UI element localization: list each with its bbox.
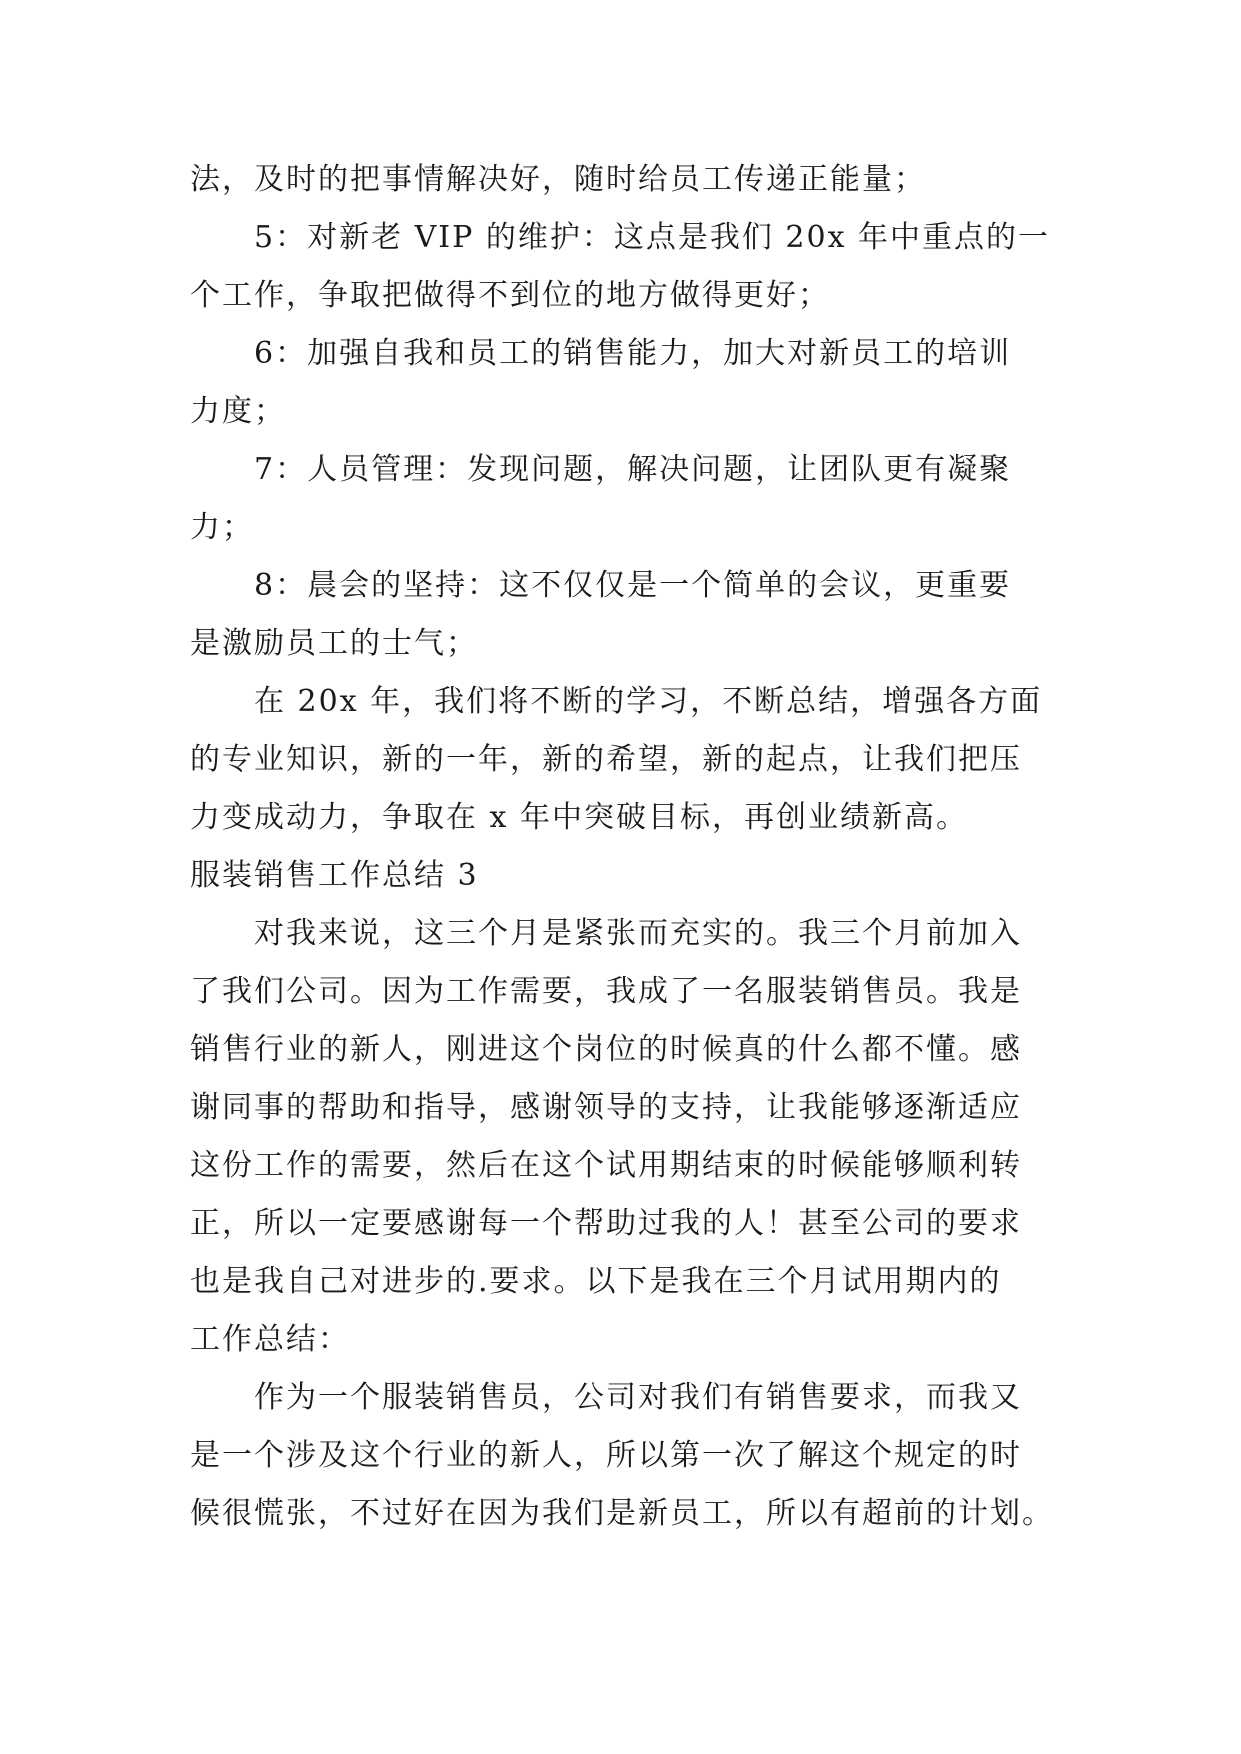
text-line: 销售行业的新人，刚进这个岗位的时候真的什么都不懂。感: [190, 1032, 1022, 1067]
text-line: 工作总结：: [190, 1322, 350, 1357]
text-line: 个工作，争取把做得不到位的地方做得更好；: [190, 278, 830, 313]
text-line: 力；: [190, 510, 254, 545]
text-line: 候很慌张，不过好在因为我们是新员工，所以有超前的计划。: [190, 1496, 1054, 1531]
section-heading: 服装销售工作总结 3: [190, 858, 479, 893]
text-line: 法，及时的把事情解决好，随时给员工传递正能量；: [190, 162, 926, 197]
text-line: 是一个涉及这个行业的新人，所以第一次了解这个规定的时: [190, 1438, 1022, 1473]
text-line: 了我们公司。因为工作需要，我成了一名服装销售员。我是: [190, 974, 1022, 1009]
text-line: 谢同事的帮助和指导，感谢领导的支持，让我能够逐渐适应: [190, 1090, 1022, 1125]
text-line: 6：加强自我和员工的销售能力，加大对新员工的培训: [254, 336, 1012, 371]
text-line: 是激励员工的士气；: [190, 626, 478, 661]
text-line: 正，所以一定要感谢每一个帮助过我的人！甚至公司的要求: [190, 1206, 1022, 1241]
text-line: 也是我自己对进步的.要求。以下是我在三个月试用期内的: [190, 1264, 1002, 1299]
text-line: 5：对新老 VIP 的维护：这点是我们 20x 年中重点的一: [254, 220, 1051, 255]
text-line: 7：人员管理：发现问题，解决问题，让团队更有凝聚: [254, 452, 1012, 487]
text-line: 力变成动力，争取在 x 年中突破目标，再创业绩新高。: [190, 800, 968, 835]
text-line: 8：晨会的坚持：这不仅仅是一个简单的会议，更重要: [254, 568, 1012, 603]
text-line: 在 20x 年，我们将不断的学习，不断总结，增强各方面: [254, 684, 1043, 719]
text-line: 对我来说，这三个月是紧张而充实的。我三个月前加入: [254, 916, 1022, 951]
text-line: 作为一个服装销售员，公司对我们有销售要求，而我又: [254, 1380, 1022, 1415]
text-line: 的专业知识，新的一年，新的希望，新的起点，让我们把压: [190, 742, 1022, 777]
text-line: 力度；: [190, 394, 286, 429]
text-line: 这份工作的需要，然后在这个试用期结束的时候能够顺利转: [190, 1148, 1022, 1183]
